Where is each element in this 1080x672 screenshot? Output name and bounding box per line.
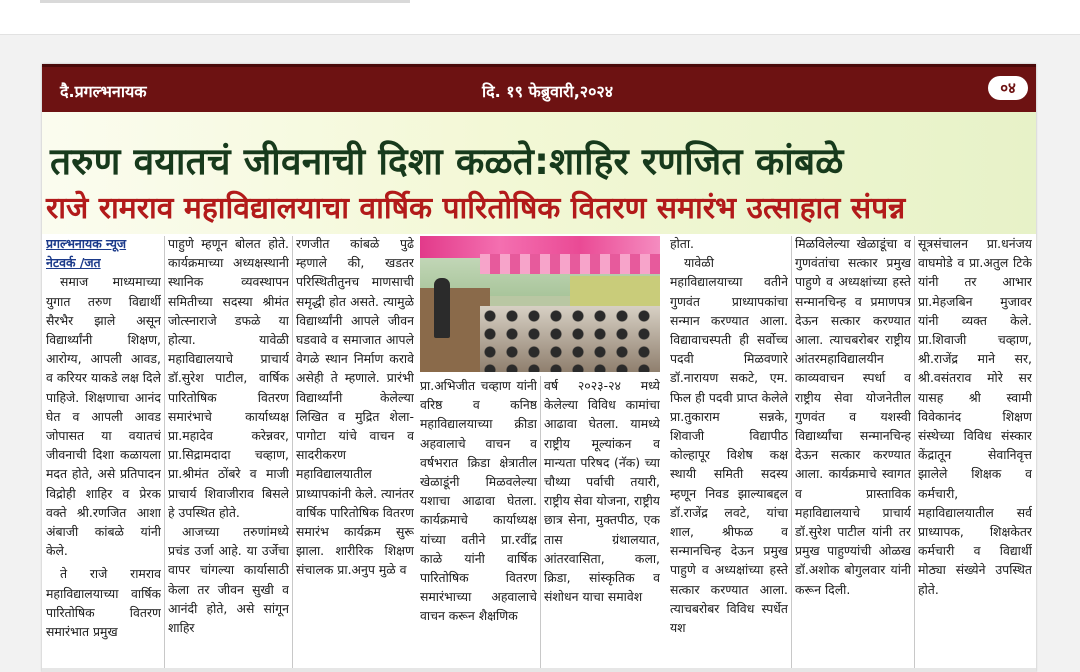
column-rule <box>292 236 293 668</box>
issue-date: दि. १९ फेब्रुवारी,२०२४ <box>482 82 614 101</box>
article-column-4 <box>420 376 537 672</box>
article-column-1 <box>46 234 161 672</box>
paragraph: प्रा.अभिजीत चव्हाण यांनी वरिष्ठ व कनिष्ठ महाविद्यालयाच्या क्रीडा अहवालाचे वाचन व वर्षभरात क्रिडा क्षेत्रातील खेळाडूंनी मिळवलेल्या यशाचा आढावा घेतला. कार्यक्रमाचे कार्याध्यक्ष यांच्या वतीने प्रा.रवींद्र काळे यांनी वार्षिक पारितोषिक वितरण समारंभाच्या अहवालाचे वाचन करून शैक्षणिक <box>420 378 537 624</box>
article-column-5 <box>544 376 660 672</box>
article-column-3 <box>296 234 414 672</box>
paragraph: रणजीत कांबळे पुढे म्हणाले की, खडतर परिस्थितीतुनच माणसाची समृद्धी होत असते. त्यामुळे विद्यार्थ्यांनी आपले जीवन घडवावे व समाजात आपले वेगळे स्थान निर्माण करावे असेही ते म्हणाले. प्रारंभी विद्यार्थ्यांनी केलेल्या लिखित व मुद्रित शेला-पागोटा यांचे वाचन व सादरीकरण महाविद्यालयातील प्राध्यापकांनी केले. त्यानंतर वार्षिक पारितोषिक वितरण समारंभ कार्यक्रम सुरू झाला. शारीरिक शिक्षण संचालक प्रा.अनुप मुळे व <box>296 236 414 578</box>
column-rule <box>164 236 165 668</box>
page-header <box>42 64 1036 115</box>
page-number: ०४ <box>988 76 1028 100</box>
column-rule <box>914 236 915 668</box>
article-column-8 <box>918 234 1032 672</box>
sub-headline: राजे रामराव महाविद्यालयाचा वार्षिक पारितोषिक वितरण समारंभ उत्साहात संपन्न <box>46 191 906 226</box>
event-photo <box>420 236 660 372</box>
paragraph: वर्ष २०२३-२४ मध्ये केलेल्या विविध कामांचा आढावा घेतला. यामध्ये राष्ट्रीय मूल्यांकन व मान्यता परिषद (नॅक) च्या चौथ्या पर्वाची तयारी, राष्ट्रीय सेवा योजना, राष्ट्रीय छात्र सेना, मुक्तपीठ, एक तास ग्रंथालयात, आंतरवासिता, कला, क्रिडा, सांस्कृतिक व संशोधन याचा समावेश <box>544 378 660 605</box>
column-rule <box>791 236 792 668</box>
page-bottom-strip <box>42 668 1036 672</box>
article-column-7 <box>795 234 911 672</box>
paragraph: मिळविलेल्या खेळाडूंचा व गुणवंतांचा सत्कार प्रमुख पाहुणे व अध्यक्षांच्या हस्ते सन्मानचिन्ह व प्रमाणपत्र देऊन सत्कार करण्यात आला. त्याचबरोबर राष्ट्रीय आंतरमहाविद्यालयीन काव्यवाचन स्पर्धा व राष्ट्रीय सेवा योजनेतील गुणवंत व यशस्वी विद्यार्थ्यांचा सन्मानचिन्ह देऊन सत्कार करण्यात आला. कार्यक्रमाचे स्वागत व प्रास्ताविक महाविद्यालयाचे प्राचार्य डॉ.सुरेश पाटील यांनी तर प्रमुख पाहुण्यांची ओळख डॉ.अशोक बोगुलवार यांनी करून दिली. <box>795 236 911 597</box>
newspaper-name: दै.प्रगल्भनायक <box>60 82 147 101</box>
paragraph: पाहुणे म्हणून बोलत होते. कार्यक्रमाच्या अध्यक्षस्थानी स्थानिक व्यवस्थापन समितीच्या सदस्या श्रीमंत जोत्स्नाराजे डफळे या होत्या. यावेळी महाविद्यालयाचे प्राचार्य डॉ.सुरेश पाटील, वार्षिक पारितोषिक वितरण समारंभाचे कार्याध्यक्ष प्रा.महादेव करेन्नवर, प्रा.सिद्रामदादा चव्हाण, प्रा.श्रीमंत ठोंबरे व माजी प्राचार्य शिवाजीराव बिसले हे उपस्थित होते. <box>168 236 289 520</box>
byline: प्रगल्भनायक न्यूज <box>46 236 127 251</box>
byline-location: नेटवर्क /जत <box>46 255 101 271</box>
paragraph: ते राजे रामराव महाविद्यालयाच्या वार्षिक पारितोषिक वितरण समारंभात प्रमुख <box>46 566 161 640</box>
paragraph: होता. <box>670 236 694 251</box>
newspaper-page <box>42 64 1036 672</box>
browser-top-strip <box>0 0 1080 35</box>
paragraph: यावेळी महाविद्यालयाच्या वतीने गुणवंत प्राध्यापकांचा सन्मान करण्यात आला. विद्यावाचस्पती ही सर्वोच्च पदवी मिळवणारे डॉ.नारायण सकटे, एम. फिल ही पदवी प्राप्त केलेले प्रा.तुकाराम सन्नके, शिवाजी विद्यापीठ कोल्हापूर विशेष कक्ष स्थायी समिती सदस्य म्हणून निवड झाल्याबद्दल डॉ.राजेंद्र लवटे, यांचा शाल, श्रीफळ व सन्मानचिन्ह देऊन प्रमुख पाहुणे व अध्यक्षांच्या हस्ते सत्कार करण्यात आला. त्याचबरोबर विविध स्पर्धेत यश <box>670 255 788 636</box>
column-rule <box>540 376 541 668</box>
article-column-2 <box>168 234 289 672</box>
paragraph: सूत्रसंचालन प्रा.धनंजय वाघमोडे व प्रा.अतुल टिके यांनी तर आभार प्रा.मेहजबिन मुजावर यांनी व्यक्त केले. प्रा.शिवाजी चव्हाण, श्री.राजेंद्र माने सर, श्री.वसंतराव मोरे सर यासह श्री स्वामी विवेकानंद शिक्षण संस्थेच्या विविध संस्कार केंद्रातून सेवानिवृत्त झालेले शिक्षक व कर्मचारी, महाविद्यालयातील सर्व प्राध्यापक, शिक्षकेतर कर्मचारी व विद्यार्थी मोठ्या संख्येने उपस्थित होते. <box>918 236 1032 597</box>
main-headline: तरुण वयातचं जीवनाची दिशा कळते:शाहिर रणजित कांबळे <box>50 140 844 183</box>
top-divider <box>40 0 410 3</box>
paragraph: समाज माध्यमाच्या युगात तरुण विद्यार्थी सैरभैर झाले असून विद्यार्थ्यांनी शिक्षण, आरोग्य, आपली आवड, व करियर याकडे लक्ष दिले पाहिजे. शिक्षणाचा आनंद घेत व आपली आवड जोपासत या वयातचं जीवनाची दिशा कळायला मदत होते, असे प्रतिपादन विद्रोही शाहिर व प्रेरक वक्ते श्री.रणजित आशा अंबाजी कांबळे यांनी केले. <box>46 274 161 559</box>
article-column-6 <box>670 234 788 672</box>
paragraph: आजच्या तरुणांमध्ये प्रचंड उर्जा आहे. या उर्जेचा वापर चांगल्या कार्यासाठी केला तर जीवन सुखी व आनंदी होते, असे सांगून शाहिर <box>168 524 289 636</box>
